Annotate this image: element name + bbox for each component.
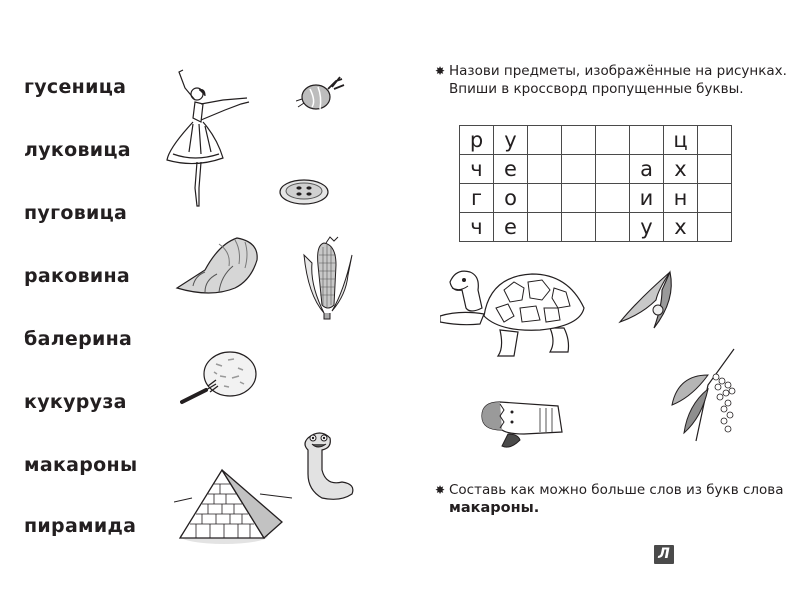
crossword-cell[interactable]: е (494, 213, 528, 242)
crossword-cell[interactable] (596, 126, 630, 155)
task-1-line-1: Назови предметы, изображённые на рисунках. (449, 63, 787, 79)
crossword-cell[interactable] (562, 184, 596, 213)
crossword-cell[interactable]: у (494, 126, 528, 155)
task-1-instructions (435, 62, 787, 98)
pasta-plate-with-fork-icon (180, 348, 260, 406)
crossword-cell[interactable]: г (460, 184, 494, 213)
seashell-icon (175, 236, 260, 300)
crossword-cell[interactable]: н (664, 184, 698, 213)
crossword-cell[interactable]: о (494, 184, 528, 213)
crossword-cell[interactable] (596, 213, 630, 242)
crossword-cell[interactable]: ц (664, 126, 698, 155)
crossword-cell[interactable] (562, 126, 596, 155)
crossword-cell[interactable] (698, 126, 732, 155)
crossword-cell[interactable]: р (460, 126, 494, 155)
crossword-cell[interactable] (562, 155, 596, 184)
word-seashell: раковина (24, 265, 131, 287)
crossword-grid (459, 125, 732, 242)
crossword-cell[interactable] (528, 184, 562, 213)
crossword-cell[interactable]: х (664, 155, 698, 184)
crossword-cell[interactable]: а (630, 155, 664, 184)
word-ballerina: балерина (24, 328, 133, 350)
turtle-icon (440, 268, 590, 368)
bullet-star-icon: ✸ (435, 483, 446, 497)
task-2-instructions (435, 481, 784, 517)
crossword-cell[interactable] (562, 213, 596, 242)
crossword-cell[interactable]: х (664, 213, 698, 242)
crossword-row (460, 126, 732, 155)
crossword-cell[interactable]: у (630, 213, 664, 242)
mitten-icon (478, 400, 574, 450)
crossword-cell[interactable] (596, 184, 630, 213)
word-pasta: макароны (24, 454, 138, 476)
crossword-row (460, 155, 732, 184)
word-corn: кукуруза (24, 391, 127, 413)
bullet-star-icon: ✸ (435, 64, 446, 78)
crossword-row (460, 213, 732, 242)
word-bulb: луковица (24, 139, 131, 161)
corn-cob-icon (302, 235, 354, 320)
task-2-line-1: Составь как можно больше слов из букв слова (449, 482, 784, 498)
crossword-row (460, 184, 732, 213)
lilac-branch-icon (668, 345, 740, 445)
crossword-cell[interactable] (698, 155, 732, 184)
task-2-target-word: макароны. (449, 500, 540, 516)
pyramid-icon (174, 466, 294, 546)
crossword-cell[interactable] (596, 155, 630, 184)
crossword-cell[interactable] (528, 126, 562, 155)
word-pyramid: пирамида (24, 515, 137, 537)
crossword-cell[interactable] (698, 213, 732, 242)
crossword-cell[interactable] (528, 213, 562, 242)
crossword-cell[interactable]: и (630, 184, 664, 213)
word-button: пуговица (24, 202, 128, 224)
crossword-cell[interactable]: ч (460, 155, 494, 184)
ballerina-icon (165, 68, 255, 213)
crossword-cell[interactable] (698, 184, 732, 213)
caterpillar-icon (300, 430, 358, 502)
onion-bulb-icon (296, 73, 348, 113)
task-1-line-2: Впиши в кроссворд пропущенные буквы. (449, 81, 744, 97)
crossword-cell[interactable]: е (494, 155, 528, 184)
crossword-cell[interactable]: ч (460, 213, 494, 242)
word-caterpillar: гусеница (24, 76, 127, 98)
crossword-cell[interactable] (630, 126, 664, 155)
pea-pod-icon (618, 270, 678, 330)
button-icon (278, 177, 330, 207)
crossword-cell[interactable] (528, 155, 562, 184)
watermark-logo: Л (654, 545, 674, 564)
